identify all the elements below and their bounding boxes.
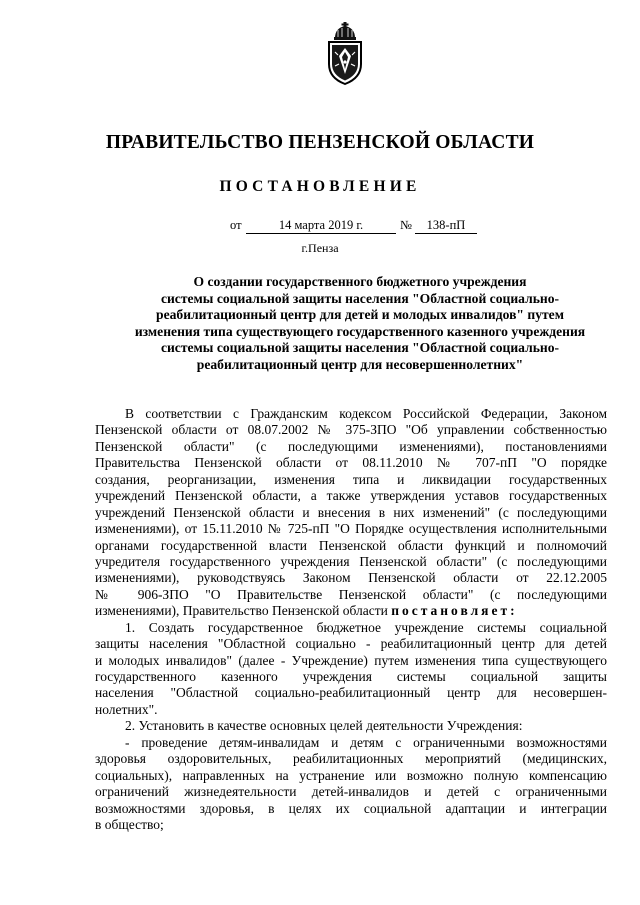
- item1-line: и молодых инвалидов" (далее - Учреждение) путем изменения типа существующего: [95, 652, 607, 668]
- item1-line: населения "Областной социально-реабилитационный центр для несовершен-: [95, 685, 607, 701]
- item1-line: нолетних".: [95, 701, 158, 717]
- body-line: изменениями), от 15.11.2010 № 725-пП "О Порядке осуществления исполнительными: [95, 521, 607, 537]
- item1-line: защиты населения "Областной социально - реабилитационный центр для детей: [95, 636, 607, 652]
- coat-of-arms-icon: [321, 22, 369, 86]
- government-title: ПРАВИТЕЛЬСТВО ПЕНЗЕНСКОЙ ОБЛАСТИ: [105, 132, 535, 153]
- body-line: № 906-ЗПО "О Правительстве Пензенской области" (с последующими: [95, 586, 607, 602]
- document-city: г.Пенза: [301, 241, 339, 255]
- item2-line: 2. Установить в качестве основных целей деятельности Учреждения:: [125, 718, 523, 734]
- body-line: изменениями), Правительство Пензенской области: [95, 603, 388, 619]
- number-label: №: [400, 218, 412, 232]
- document-date: 14 марта 2019 г.: [278, 218, 364, 232]
- body-line: учреждений Пензенской области, а также утверждения уставов государственных: [95, 488, 607, 504]
- document-body: [95, 406, 607, 833]
- document-number: 138-пП: [426, 218, 466, 232]
- item2-line: в общество;: [95, 816, 164, 832]
- resolves-keyword: постановляет:: [391, 603, 518, 619]
- item2-line: - проведение детям-инвалидам и детям с ограниченными возможностями: [125, 734, 607, 750]
- body-line: изменениями), руководствуясь Законом Пензенской области от 22.12.2005: [95, 570, 607, 586]
- item1-line: 1. Создать государственное бюджетное учреждение системы социальной: [125, 619, 607, 635]
- number-underline: [415, 233, 477, 234]
- body-line-resolves: [95, 603, 607, 619]
- subject-line: системы социальной защиты населения "Областной социально-: [160, 340, 560, 356]
- date-label: от: [230, 218, 242, 232]
- body-line: Пензенской области от 08.07.2002 № 375-ЗПО "Об управлении собственностью: [95, 422, 607, 438]
- document-subject: [80, 274, 640, 374]
- item1-line: государственного казенного учреждения системы социальной защиты: [95, 669, 607, 684]
- item2-line: социальных), направленных на устранение или возможно полную компенсацию: [95, 767, 607, 783]
- body-line: создания, реорганизации, изменения типа и ликвидации государственных: [95, 471, 607, 487]
- date-number-row: [0, 218, 640, 238]
- item2-line: ограничений жизнедеятельности детей-инвалидов и детей с ограниченными: [95, 784, 607, 800]
- subject-line: реабилитационный центр для детей и молодых инвалидов" путем: [156, 307, 564, 323]
- body-line: В соответствии с Гражданским кодексом Российской Федерации, Законом: [125, 406, 607, 421]
- body-line: учреждений Пензенской области и внесения в них изменений" (с последующими: [95, 504, 607, 520]
- subject-line: изменения типа существующего государственного казенного учреждения: [134, 323, 586, 339]
- body-line: органами государственной власти Пензенской области функций и полномочий: [95, 537, 607, 553]
- body-line: учредителя государственного учреждения Пензенской области" (с последующими: [95, 553, 607, 569]
- subject-line: О создании государственного бюджетного учреждения: [193, 274, 527, 289]
- document-type: ПОСТАНОВЛЕНИЕ: [219, 178, 421, 195]
- date-underline: [246, 233, 396, 234]
- item2-line: здоровья оздоровительных, реабилитационных мероприятий (медицинских,: [95, 751, 607, 767]
- body-line: Пензенской области" (с последующими изменениями), постановлениями: [95, 438, 607, 454]
- item2-line: возможностями здоровья, в целях их социальной адаптации и интеграции: [95, 800, 607, 816]
- body-line: Правительства Пензенской области от 08.11.2010 № 707-пП "О порядке: [95, 455, 607, 471]
- subject-line: системы социальной защиты населения "Областной социально-: [160, 290, 560, 306]
- subject-line: реабилитационный центр для несовершеннолетних": [196, 356, 524, 372]
